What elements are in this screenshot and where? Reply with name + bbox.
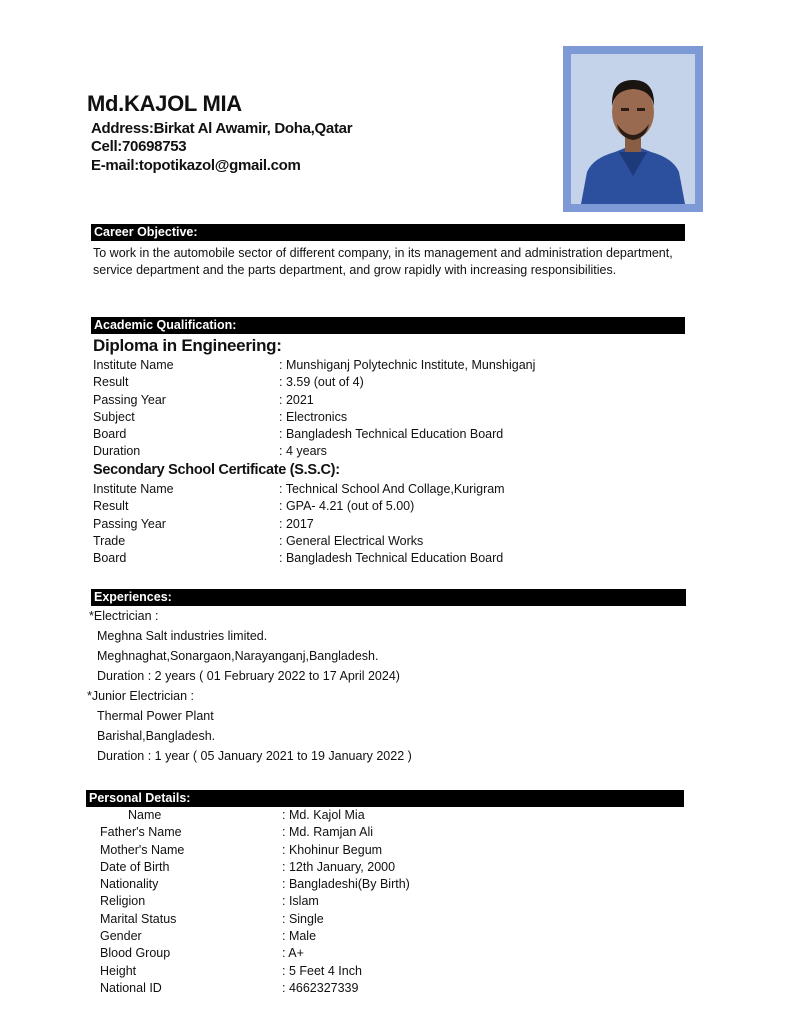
detail-row [100, 807, 680, 824]
detail-value: : Bangladesh Technical Education Board [279, 551, 504, 566]
detail-label: Result [93, 375, 129, 390]
detail-label: Result [93, 499, 129, 514]
detail-row [100, 928, 680, 945]
section-bar-academic: Academic Qualification: [91, 317, 685, 334]
detail-value: : 2021 [279, 392, 314, 407]
detail-row [100, 980, 680, 997]
detail-row [93, 516, 693, 533]
person-silhouette-icon [571, 54, 695, 204]
detail-value: : 3.59 (out of 4) [279, 375, 364, 390]
ssc-details [93, 481, 693, 567]
detail-label: Institute Name [93, 482, 174, 496]
section-bar-experience: Experiences: [91, 589, 686, 606]
detail-value: : 12th January, 2000 [282, 859, 396, 874]
detail-row [100, 876, 680, 893]
detail-row [93, 481, 693, 498]
detail-label: Nationality [100, 877, 159, 892]
detail-row [93, 426, 693, 443]
detail-label: Subject [93, 409, 135, 424]
profile-photo [563, 46, 703, 212]
applicant-name: Md.KAJOL MIA [87, 91, 242, 116]
career-objective-text: To work in the automobile sector of different company, in its management and administration department, service department and the parts department, and grow rapidly with increasing responsibilities. [93, 246, 673, 277]
detail-label: Father's Name [100, 825, 182, 840]
detail-value: : GPA- 4.21 (out of 5.00) [279, 499, 415, 514]
detail-row [93, 374, 693, 391]
detail-value: : 2017 [279, 516, 314, 531]
personal-details [100, 807, 680, 997]
detail-row [100, 893, 680, 910]
cell-number: Cell:70698753 [91, 138, 187, 155]
detail-label: Board [93, 551, 127, 566]
detail-row [93, 392, 693, 409]
detail-value: : Md. Ramjan Ali [282, 825, 374, 840]
detail-value: : Bangladeshi(By Birth) [282, 877, 410, 892]
detail-row [100, 824, 680, 841]
detail-label: Religion [100, 894, 146, 909]
job-location: Meghnaghat,Sonargaon,Narayanganj,Bangladesh. [97, 649, 379, 663]
job-duration: Duration : 1 year ( 05 January 2021 to 19 January 2022 ) [97, 749, 412, 763]
detail-value: : A+ [282, 946, 304, 961]
job-role: *Electrician : [89, 609, 159, 623]
diploma-details [93, 357, 693, 461]
detail-label: Name [128, 808, 162, 822]
detail-label: Blood Group [100, 946, 171, 961]
detail-row [93, 498, 693, 515]
job-location: Barishal,Bangladesh. [97, 729, 216, 743]
detail-row [93, 357, 693, 374]
detail-row [100, 859, 680, 876]
detail-label: National ID [100, 980, 162, 995]
ssc-heading: Secondary School Certificate (S.S.C): [93, 462, 340, 478]
detail-label: Institute Name [93, 358, 174, 372]
detail-value: : Male [282, 929, 317, 944]
detail-value: : Md. Kajol Mia [282, 808, 365, 822]
job-company: Meghna Salt industries limited. [97, 629, 268, 643]
email: E-mail:topotikazol@gmail.com [91, 157, 301, 174]
detail-row [100, 842, 680, 859]
experience-list [87, 606, 412, 766]
detail-value: : Single [282, 911, 324, 926]
address: Address:Birkat Al Awamir, Doha,Qatar [91, 120, 353, 137]
detail-row [100, 963, 680, 980]
section-bar-career: Career Objective: [91, 224, 685, 241]
job-duration: Duration : 2 years ( 01 February 2022 to 17 April 2024) [97, 669, 400, 683]
detail-label: Mother's Name [100, 842, 185, 857]
detail-row [93, 443, 693, 460]
detail-label: Board [93, 427, 127, 442]
detail-label: Passing Year [93, 392, 166, 407]
detail-row [93, 550, 693, 567]
detail-label: Height [100, 963, 137, 978]
diploma-heading: Diploma in Engineering: [93, 336, 282, 355]
detail-value: : 4662327339 [282, 980, 359, 995]
detail-label: Duration [93, 444, 141, 459]
job-role: *Junior Electrician : [87, 689, 194, 703]
detail-row [93, 409, 693, 426]
detail-row [100, 911, 680, 928]
detail-label: Marital Status [100, 911, 177, 926]
detail-label: Gender [100, 929, 142, 944]
detail-value: : Technical School And Collage,Kurigram [279, 482, 505, 496]
detail-label: Date of Birth [100, 859, 170, 874]
section-bar-personal: Personal Details: [86, 790, 684, 807]
detail-value: : Bangladesh Technical Education Board [279, 427, 504, 442]
detail-value: : 5 Feet 4 Inch [282, 963, 362, 978]
detail-label: Trade [93, 533, 126, 548]
detail-value: : Islam [282, 894, 319, 909]
detail-value: : Munshiganj Polytechnic Institute, Munshiganj [279, 358, 536, 372]
detail-row [93, 533, 693, 550]
job-company: Thermal Power Plant [97, 709, 214, 723]
detail-value: : General Electrical Works [279, 533, 424, 548]
detail-value: : 4 years [279, 444, 327, 459]
detail-row [100, 945, 680, 962]
detail-label: Passing Year [93, 516, 166, 531]
detail-value: : Khohinur Begum [282, 842, 383, 857]
detail-value: : Electronics [279, 409, 348, 424]
